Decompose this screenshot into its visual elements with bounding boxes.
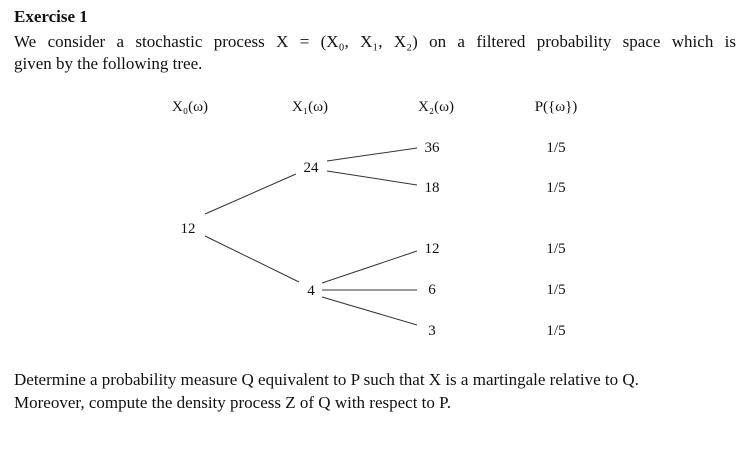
edge-root-to-4 bbox=[205, 236, 299, 282]
node-level1-up: 24 bbox=[303, 160, 319, 176]
exercise-task bbox=[14, 368, 736, 414]
intro-line-2: given by the following tree. bbox=[14, 54, 203, 73]
probability-5: 1/5 bbox=[546, 323, 566, 339]
header-x1: X₁(ω) bbox=[292, 99, 328, 115]
edge-24-to-18 bbox=[327, 171, 417, 185]
node-level2-1: 36 bbox=[424, 140, 440, 156]
edge-4-to-3 bbox=[322, 297, 417, 325]
node-level2-4: 6 bbox=[428, 282, 436, 298]
probability-2: 1/5 bbox=[546, 180, 566, 196]
probability-3: 1/5 bbox=[546, 241, 566, 257]
node-level2-3: 12 bbox=[424, 241, 440, 257]
edge-root-to-24 bbox=[205, 174, 296, 214]
task-line-2: Moreover, compute the density process Z of Q with respect to P. bbox=[14, 393, 451, 412]
node-root: 12 bbox=[180, 221, 196, 237]
probability-4: 1/5 bbox=[546, 282, 566, 298]
node-level2-5: 3 bbox=[428, 323, 436, 339]
edge-4-to-12 bbox=[322, 251, 417, 283]
probability-1: 1/5 bbox=[546, 140, 566, 156]
header-x0: X₀(ω) bbox=[172, 99, 208, 115]
node-level2-2: 18 bbox=[424, 180, 440, 196]
header-x2: X₂(ω) bbox=[418, 99, 454, 115]
task-line-1: Determine a probability measure Q equivalent to P such that X is a martingale relative to Q. bbox=[14, 370, 639, 389]
exercise-title: Exercise 1 bbox=[14, 7, 88, 26]
node-level1-down: 4 bbox=[307, 283, 315, 299]
header-probability: P({ω}) bbox=[534, 99, 578, 115]
intro-line-1: We consider a stochastic process X = (X₀, X₁, X₂) on a filtered probability space which is bbox=[14, 32, 736, 51]
edge-24-to-36 bbox=[327, 148, 417, 161]
